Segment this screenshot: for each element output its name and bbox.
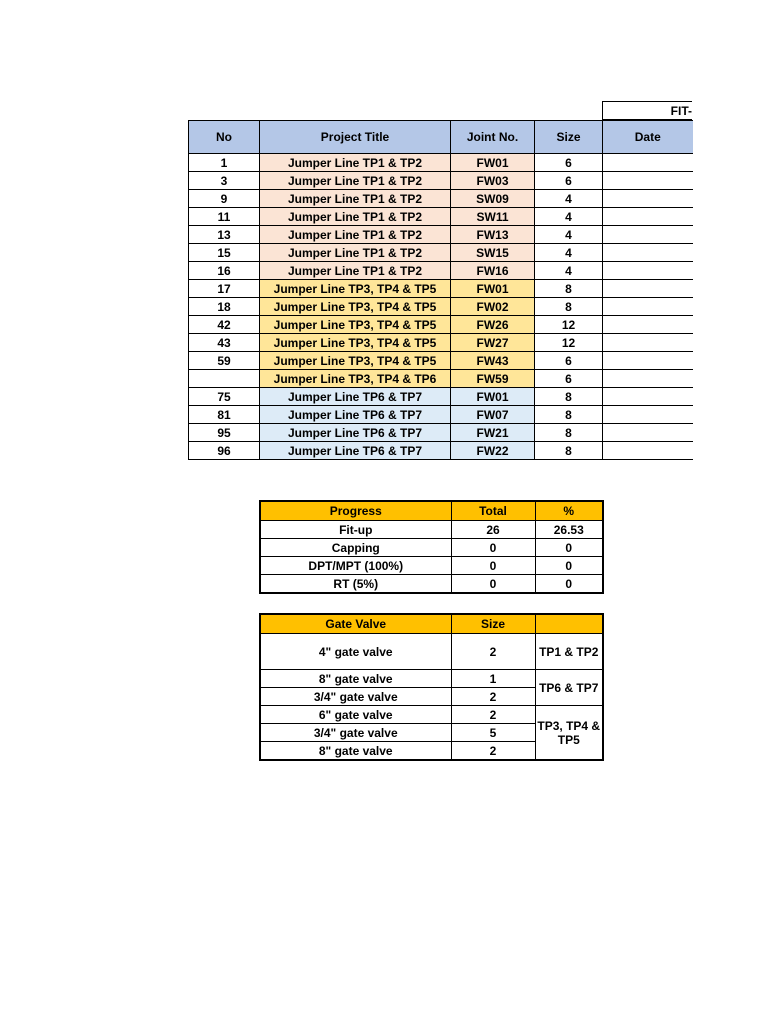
project-title-cell[interactable]: Jumper Line TP1 & TP2 xyxy=(260,208,451,226)
joint-no-cell[interactable]: SW09 xyxy=(451,190,535,208)
row-no-cell[interactable]: 96 xyxy=(189,442,260,460)
project-title-cell[interactable]: Jumper Line TP1 & TP2 xyxy=(260,154,451,172)
date-cell[interactable] xyxy=(603,442,693,460)
valve-name-cell[interactable]: 8" gate valve xyxy=(260,742,451,761)
row-no-cell[interactable]: 43 xyxy=(189,334,260,352)
valve-name-cell[interactable]: 4" gate valve xyxy=(260,634,451,670)
progress-percent-cell[interactable]: 0 xyxy=(535,575,603,594)
joint-row xyxy=(189,208,693,226)
progress-total-cell[interactable]: 26 xyxy=(451,521,535,539)
joint-row xyxy=(189,154,693,172)
size-cell[interactable]: 4 xyxy=(535,190,603,208)
joint-row xyxy=(189,442,693,460)
joint-no-cell[interactable]: FW16 xyxy=(451,262,535,280)
row-no-cell[interactable]: 81 xyxy=(189,406,260,424)
size-cell[interactable]: 8 xyxy=(535,388,603,406)
joint-no-cell[interactable]: FW01 xyxy=(451,388,535,406)
size-cell[interactable]: 8 xyxy=(535,406,603,424)
row-no-cell[interactable]: 3 xyxy=(189,172,260,190)
progress-row xyxy=(260,575,603,594)
joint-row xyxy=(189,190,693,208)
progress-row xyxy=(260,539,603,557)
valve-name-cell[interactable]: 3/4" gate valve xyxy=(260,724,451,742)
joint-no-cell[interactable]: FW01 xyxy=(451,280,535,298)
size-cell[interactable]: 4 xyxy=(535,244,603,262)
date-cell[interactable] xyxy=(603,370,693,388)
row-no-cell[interactable]: 59 xyxy=(189,352,260,370)
size-cell[interactable]: 8 xyxy=(535,424,603,442)
row-no-cell[interactable]: 11 xyxy=(189,208,260,226)
progress-label-cell[interactable]: Fit-up xyxy=(260,521,451,539)
size-cell[interactable]: 12 xyxy=(535,316,603,334)
header-size[interactable]: Size xyxy=(535,121,603,154)
valve-row xyxy=(260,634,603,670)
size-cell[interactable]: 6 xyxy=(535,370,603,388)
row-no-cell[interactable]: 95 xyxy=(189,424,260,442)
date-cell[interactable] xyxy=(603,334,693,352)
project-title-cell[interactable]: Jumper Line TP3, TP4 & TP6 xyxy=(260,370,451,388)
joint-no-cell[interactable]: FW02 xyxy=(451,298,535,316)
project-title-cell[interactable]: Jumper Line TP1 & TP2 xyxy=(260,262,451,280)
date-cell[interactable] xyxy=(603,172,693,190)
size-cell[interactable]: 8 xyxy=(535,280,603,298)
project-title-cell[interactable]: Jumper Line TP1 & TP2 xyxy=(260,172,451,190)
valve-size-cell[interactable]: 2 xyxy=(451,706,535,724)
joint-row xyxy=(189,280,693,298)
joint-row xyxy=(189,388,693,406)
joint-no-cell[interactable]: FW03 xyxy=(451,172,535,190)
row-no-cell[interactable]: 75 xyxy=(189,388,260,406)
joint-no-cell[interactable]: SW11 xyxy=(451,208,535,226)
header-no[interactable]: No xyxy=(189,121,260,154)
progress-total-cell[interactable]: 0 xyxy=(451,557,535,575)
joint-table xyxy=(188,120,693,460)
header-date[interactable]: Date xyxy=(603,121,693,154)
size-cell[interactable]: 6 xyxy=(535,154,603,172)
valve-size-cell[interactable]: 2 xyxy=(451,742,535,761)
progress-row xyxy=(260,557,603,575)
size-cell[interactable]: 4 xyxy=(535,208,603,226)
size-cell[interactable]: 4 xyxy=(535,262,603,280)
date-cell[interactable] xyxy=(603,190,693,208)
valve-size-cell[interactable]: 1 xyxy=(451,670,535,688)
progress-total-cell[interactable]: 0 xyxy=(451,539,535,557)
valve-name-cell[interactable]: 6" gate valve xyxy=(260,706,451,724)
joint-row xyxy=(189,262,693,280)
size-cell[interactable]: 6 xyxy=(535,172,603,190)
header-valve-size[interactable]: Size xyxy=(451,614,535,634)
size-cell[interactable]: 6 xyxy=(535,352,603,370)
project-title-cell[interactable]: Jumper Line TP1 & TP2 xyxy=(260,190,451,208)
date-cell[interactable] xyxy=(603,352,693,370)
joint-row xyxy=(189,244,693,262)
joint-row xyxy=(189,226,693,244)
project-title-cell[interactable]: Jumper Line TP3, TP4 & TP5 xyxy=(260,316,451,334)
project-title-cell[interactable]: Jumper Line TP3, TP4 & TP5 xyxy=(260,334,451,352)
project-title-cell[interactable]: Jumper Line TP6 & TP7 xyxy=(260,442,451,460)
header-gate-valve[interactable]: Gate Valve xyxy=(260,614,451,634)
row-no-cell[interactable]: 13 xyxy=(189,226,260,244)
valve-size-cell[interactable]: 2 xyxy=(451,634,535,670)
project-title-cell[interactable]: Jumper Line TP1 & TP2 xyxy=(260,226,451,244)
fitup-group-header[interactable]: FIT- xyxy=(602,101,692,120)
date-cell[interactable] xyxy=(603,388,693,406)
valve-header-row xyxy=(260,614,603,634)
valve-size-cell[interactable]: 2 xyxy=(451,688,535,706)
project-title-cell[interactable]: Jumper Line TP6 & TP7 xyxy=(260,424,451,442)
row-no-cell[interactable]: 15 xyxy=(189,244,260,262)
valve-size-cell[interactable]: 5 xyxy=(451,724,535,742)
project-title-cell[interactable]: Jumper Line TP1 & TP2 xyxy=(260,244,451,262)
progress-total-cell[interactable]: 0 xyxy=(451,575,535,594)
progress-row xyxy=(260,521,603,539)
progress-percent-cell[interactable]: 0 xyxy=(535,557,603,575)
date-cell[interactable] xyxy=(603,316,693,334)
date-cell[interactable] xyxy=(603,424,693,442)
header-joint-no[interactable]: Joint No. xyxy=(451,121,535,154)
valve-group-cell[interactable]: TP6 & TP7 xyxy=(535,670,603,706)
joint-row xyxy=(189,424,693,442)
header-percent[interactable]: % xyxy=(535,501,603,521)
row-no-cell[interactable]: 42 xyxy=(189,316,260,334)
joint-no-cell[interactable]: FW21 xyxy=(451,424,535,442)
valve-group-cell[interactable]: TP3, TP4 & TP5 xyxy=(535,706,603,761)
date-cell[interactable] xyxy=(603,244,693,262)
date-cell[interactable] xyxy=(603,280,693,298)
row-no-cell[interactable] xyxy=(189,370,260,388)
valve-row xyxy=(260,706,603,724)
date-cell[interactable] xyxy=(603,208,693,226)
size-cell[interactable]: 8 xyxy=(535,442,603,460)
header-total[interactable]: Total xyxy=(451,501,535,521)
joint-table-header-row xyxy=(189,121,693,154)
progress-label-cell[interactable]: Capping xyxy=(260,539,451,557)
progress-header-row xyxy=(260,501,603,521)
joint-row xyxy=(189,316,693,334)
header-project-title[interactable]: Project Title xyxy=(260,121,451,154)
gate-valve-table xyxy=(259,613,604,761)
header-valve-group[interactable] xyxy=(535,614,603,634)
size-cell[interactable]: 8 xyxy=(535,298,603,316)
joint-row xyxy=(189,172,693,190)
date-cell[interactable] xyxy=(603,226,693,244)
joint-no-cell[interactable]: FW13 xyxy=(451,226,535,244)
joint-no-cell[interactable]: FW22 xyxy=(451,442,535,460)
joint-row xyxy=(189,298,693,316)
joint-no-cell[interactable]: FW07 xyxy=(451,406,535,424)
valve-name-cell[interactable]: 3/4" gate valve xyxy=(260,688,451,706)
joint-no-cell[interactable]: FW43 xyxy=(451,352,535,370)
row-no-cell[interactable]: 1 xyxy=(189,154,260,172)
progress-percent-cell[interactable]: 0 xyxy=(535,539,603,557)
date-cell[interactable] xyxy=(603,298,693,316)
project-title-cell[interactable]: Jumper Line TP6 & TP7 xyxy=(260,388,451,406)
row-no-cell[interactable]: 9 xyxy=(189,190,260,208)
valve-row xyxy=(260,670,603,688)
header-progress[interactable]: Progress xyxy=(260,501,451,521)
size-cell[interactable]: 4 xyxy=(535,226,603,244)
valve-name-cell[interactable]: 8" gate valve xyxy=(260,670,451,688)
joint-no-cell[interactable]: SW15 xyxy=(451,244,535,262)
row-no-cell[interactable]: 18 xyxy=(189,298,260,316)
date-cell[interactable] xyxy=(603,406,693,424)
joint-row xyxy=(189,406,693,424)
progress-table xyxy=(259,500,604,594)
joint-no-cell[interactable]: FW26 xyxy=(451,316,535,334)
row-no-cell[interactable]: 17 xyxy=(189,280,260,298)
project-title-cell[interactable]: Jumper Line TP3, TP4 & TP5 xyxy=(260,280,451,298)
progress-label-cell[interactable]: DPT/MPT (100%) xyxy=(260,557,451,575)
joint-no-cell[interactable]: FW01 xyxy=(451,154,535,172)
date-cell[interactable] xyxy=(603,262,693,280)
joint-no-cell[interactable]: FW27 xyxy=(451,334,535,352)
joint-row xyxy=(189,334,693,352)
joint-row xyxy=(189,370,693,388)
row-no-cell[interactable]: 16 xyxy=(189,262,260,280)
joint-row xyxy=(189,352,693,370)
valve-group-cell[interactable]: TP1 & TP2 xyxy=(535,634,603,670)
joint-no-cell[interactable]: FW59 xyxy=(451,370,535,388)
progress-percent-cell[interactable]: 26.53 xyxy=(535,521,603,539)
progress-label-cell[interactable]: RT (5%) xyxy=(260,575,451,594)
date-cell[interactable] xyxy=(603,154,693,172)
project-title-cell[interactable]: Jumper Line TP6 & TP7 xyxy=(260,406,451,424)
size-cell[interactable]: 12 xyxy=(535,334,603,352)
project-title-cell[interactable]: Jumper Line TP3, TP4 & TP5 xyxy=(260,298,451,316)
project-title-cell[interactable]: Jumper Line TP3, TP4 & TP5 xyxy=(260,352,451,370)
